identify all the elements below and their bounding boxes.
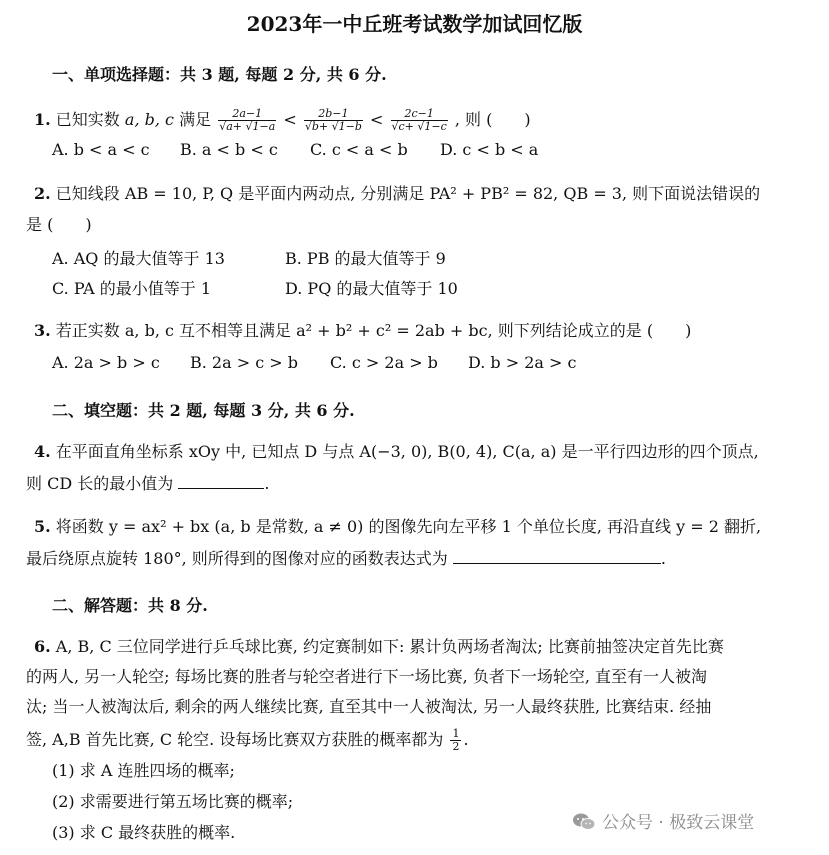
question-6-line-2: 的两人, 另一人轮空; 每场比赛的胜者与轮空者进行下一场比赛, 负者下一场轮空, 直至有一人被淘 — [26, 667, 707, 686]
question-1: 1. 已知实数 a, b, c 满足 $\frac{2a-1}{√a+ √1-a}$ < $\frac{2b-1}{√b+ √1-b}$ < $\frac{2c-1}{√c+ √1-c}$ , 则 ( ) — [34, 107, 531, 133]
section-heading-fill: 二、填空题：共 2 题, 每题 3 分, 共 6 分. — [52, 401, 355, 420]
fraction-a: $\frac{2a-1}{√a+ √1-a}$ — [219, 107, 276, 133]
subquestion-2: (2) 求需要进行第五场比赛的概率; — [52, 792, 294, 811]
question-5: 5. 将函数 y = ax² + bx (a, b 是常数, a ≠ 0) 的图像先向左平移 1 个单位长度, 再沿直线 y = 2 翻折, — [34, 517, 762, 536]
option-c: C. c < a < b — [310, 140, 408, 159]
fraction-b: $\frac{2b-1}{√b+ √1-b}$ — [304, 107, 362, 133]
option-a: A. AQ 的最大值等于 13 — [52, 249, 225, 268]
page-title: 2023年一中丘班考试数学加试回忆版 — [246, 12, 583, 36]
question-2: 2. 已知线段 AB = 10, P, Q 是平面内两动点, 分别满足 PA² + PB² = 82, QB = 3, 则下面说法错误的 — [34, 184, 761, 203]
option-d: D. b > 2a > c — [468, 353, 577, 372]
subquestion-1: (1) 求 A 连胜四场的概率; — [52, 761, 235, 780]
question-2-cont: 是 ( ) — [26, 215, 92, 234]
question-5-cont: 最后绕原点旋转 180°, 则所得到的图像对应的函数表达式为 . — [26, 549, 666, 568]
option-d: D. c < b < a — [440, 140, 539, 159]
question-6: 6. A, B, C 三位同学进行乒乓球比赛, 约定赛制如下: 累计负两场者淘汰; 比赛前抽签决定首先比赛 — [34, 637, 724, 656]
question-number: 6. — [34, 637, 51, 656]
option-b: B. 2a > c > b — [190, 353, 299, 372]
question-6-line-3: 汰; 当一人被淘汰后, 剩余的两人继续比赛, 直至其中一人被淘汰, 另一人最终获胜, 比赛结束. 经抽 — [26, 697, 712, 716]
question-4-cont: 则 CD 长的最小值为 . — [26, 474, 270, 493]
option-d: D. PQ 的最大值等于 10 — [285, 279, 458, 298]
option-a: A. b < a < c — [52, 140, 150, 159]
option-b: B. PB 的最大值等于 9 — [285, 249, 446, 268]
watermark: 公众号 · 极致云课堂 — [572, 808, 754, 833]
question-number: 5. — [34, 517, 51, 536]
fraction-c: $\frac{2c-1}{√c+ √1-c}$ — [391, 107, 447, 133]
subquestion-3: (3) 求 C 最终获胜的概率. — [52, 823, 236, 842]
option-c: C. PA 的最小值等于 1 — [52, 279, 212, 298]
answer-blank[interactable] — [178, 472, 264, 489]
section-heading-choice: 一、单项选择题：共 3 题, 每题 2 分, 共 6 分. — [52, 65, 387, 84]
question-number: 4. — [34, 442, 51, 461]
question-6-line-4: 签, A,B 首先比赛, C 轮空. 设每场比赛双方获胜的概率都为 $\frac{1}{2}$ . — [26, 727, 469, 753]
option-c: C. c > 2a > b — [330, 353, 438, 372]
question-number: 3. — [34, 321, 51, 340]
answer-blank[interactable] — [453, 547, 661, 564]
wechat-icon — [572, 812, 596, 832]
question-3: 3. 若正实数 a, b, c 互不相等且满足 a² + b² + c² = 2ab + bc, 则下列结论成立的是 ( ) — [34, 321, 692, 340]
question-4: 4. 在平面直角坐标系 xOy 中, 已知点 D 与点 A(−3, 0), B(0, 4), C(a, a) 是一平行四边形的四个顶点, — [34, 442, 759, 461]
question-number: 1. — [34, 110, 51, 129]
fraction-half: $\frac{1}{2}$ — [452, 727, 460, 753]
option-a: A. 2a > b > c — [52, 353, 160, 372]
section-heading-solve: 二、解答题：共 8 分. — [52, 596, 208, 615]
question-number: 2. — [34, 184, 51, 203]
option-b: B. a < b < c — [180, 140, 278, 159]
